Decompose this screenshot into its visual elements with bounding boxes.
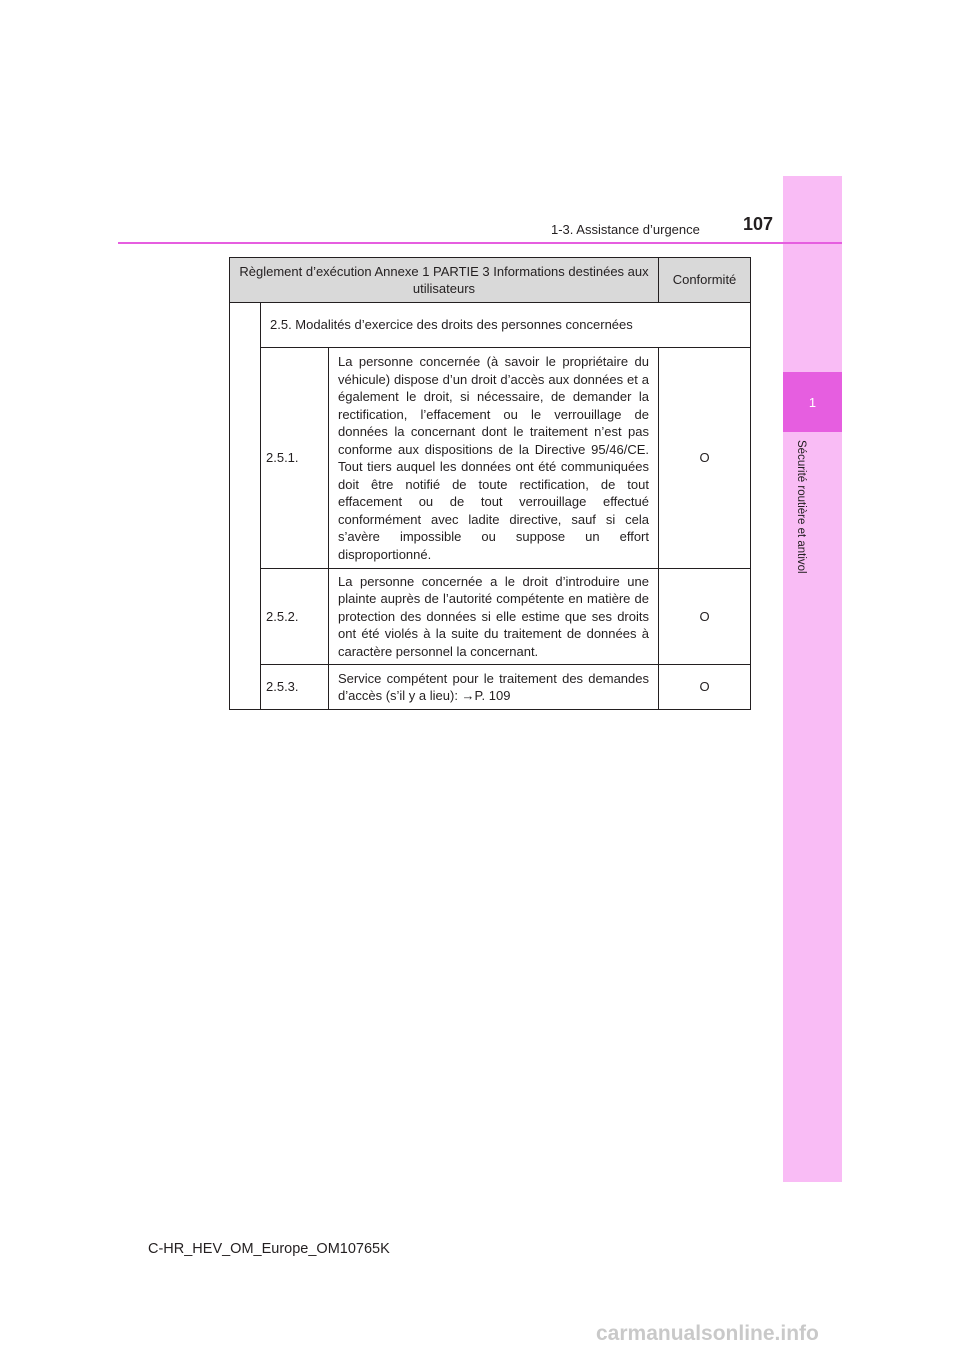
page-number: 107	[742, 214, 773, 234]
table-cell-text: Service compétent pour le traitement des demandes d’accès (s’il y a lieu): →P. 109	[329, 665, 659, 710]
side-tab-chapter-title: Sécurité routière et antivol	[795, 440, 807, 574]
table-cell-text: La personne concernée (à savoir le propriétaire du véhicule) dispose d’un droit d’accès aux données et a également le droit, si nécessaire, de demander la rectification, l’effacement ou le verrouillage de données la concernant dont le traitement n’est pas conforme aux dispositions de la Directive 95/46/CE. Tout tiers auquel les données ont été communiquées doit être notifié de toute rectification, de tout effacement ou de tout verrouillage effectué conformément avec ladite directive, sauf si cela s’avère impossible ou suppose un effort disproportionné.	[329, 348, 659, 569]
table-row	[230, 569, 751, 665]
table-cell-conformity: O	[659, 348, 751, 569]
table-header-regulation: Règlement d’exécution Annexe 1 PARTIE 3 Informations destinées aux utilisateurs	[230, 258, 659, 303]
table-row	[230, 348, 751, 569]
table-indent-cell	[230, 303, 261, 710]
side-tab-chapter-number: 1	[783, 372, 842, 432]
table-cell-conformity: O	[659, 569, 751, 665]
header-section-title: 1-3. Assistance d’urgence	[551, 222, 700, 237]
table-section-title: 2.5. Modalités d’exercice des droits des personnes concernées	[261, 303, 751, 348]
side-tab	[783, 176, 842, 1182]
table-row	[230, 665, 751, 710]
header-divider	[118, 242, 842, 244]
table-cell-number: 2.5.2.	[261, 569, 329, 665]
table-header-row	[230, 258, 751, 303]
watermark: carmanualsonline.info	[596, 1322, 819, 1345]
regulation-table	[229, 257, 751, 710]
footer-document-code: C-HR_HEV_OM_Europe_OM10765K	[148, 1241, 390, 1257]
table-cell-number: 2.5.1.	[261, 348, 329, 569]
table-row	[230, 303, 751, 348]
table-cell-number: 2.5.3.	[261, 665, 329, 710]
table-cell-text: La personne concernée a le droit d’introduire une plainte auprès de l’autorité compétente en matière de protection des données si elle estime que ses droits ont été violés à la suite du traitement de données à caractère personnel la concernant.	[329, 569, 659, 665]
table-header-conformity: Conformité	[659, 258, 751, 303]
table-cell-conformity: O	[659, 665, 751, 710]
